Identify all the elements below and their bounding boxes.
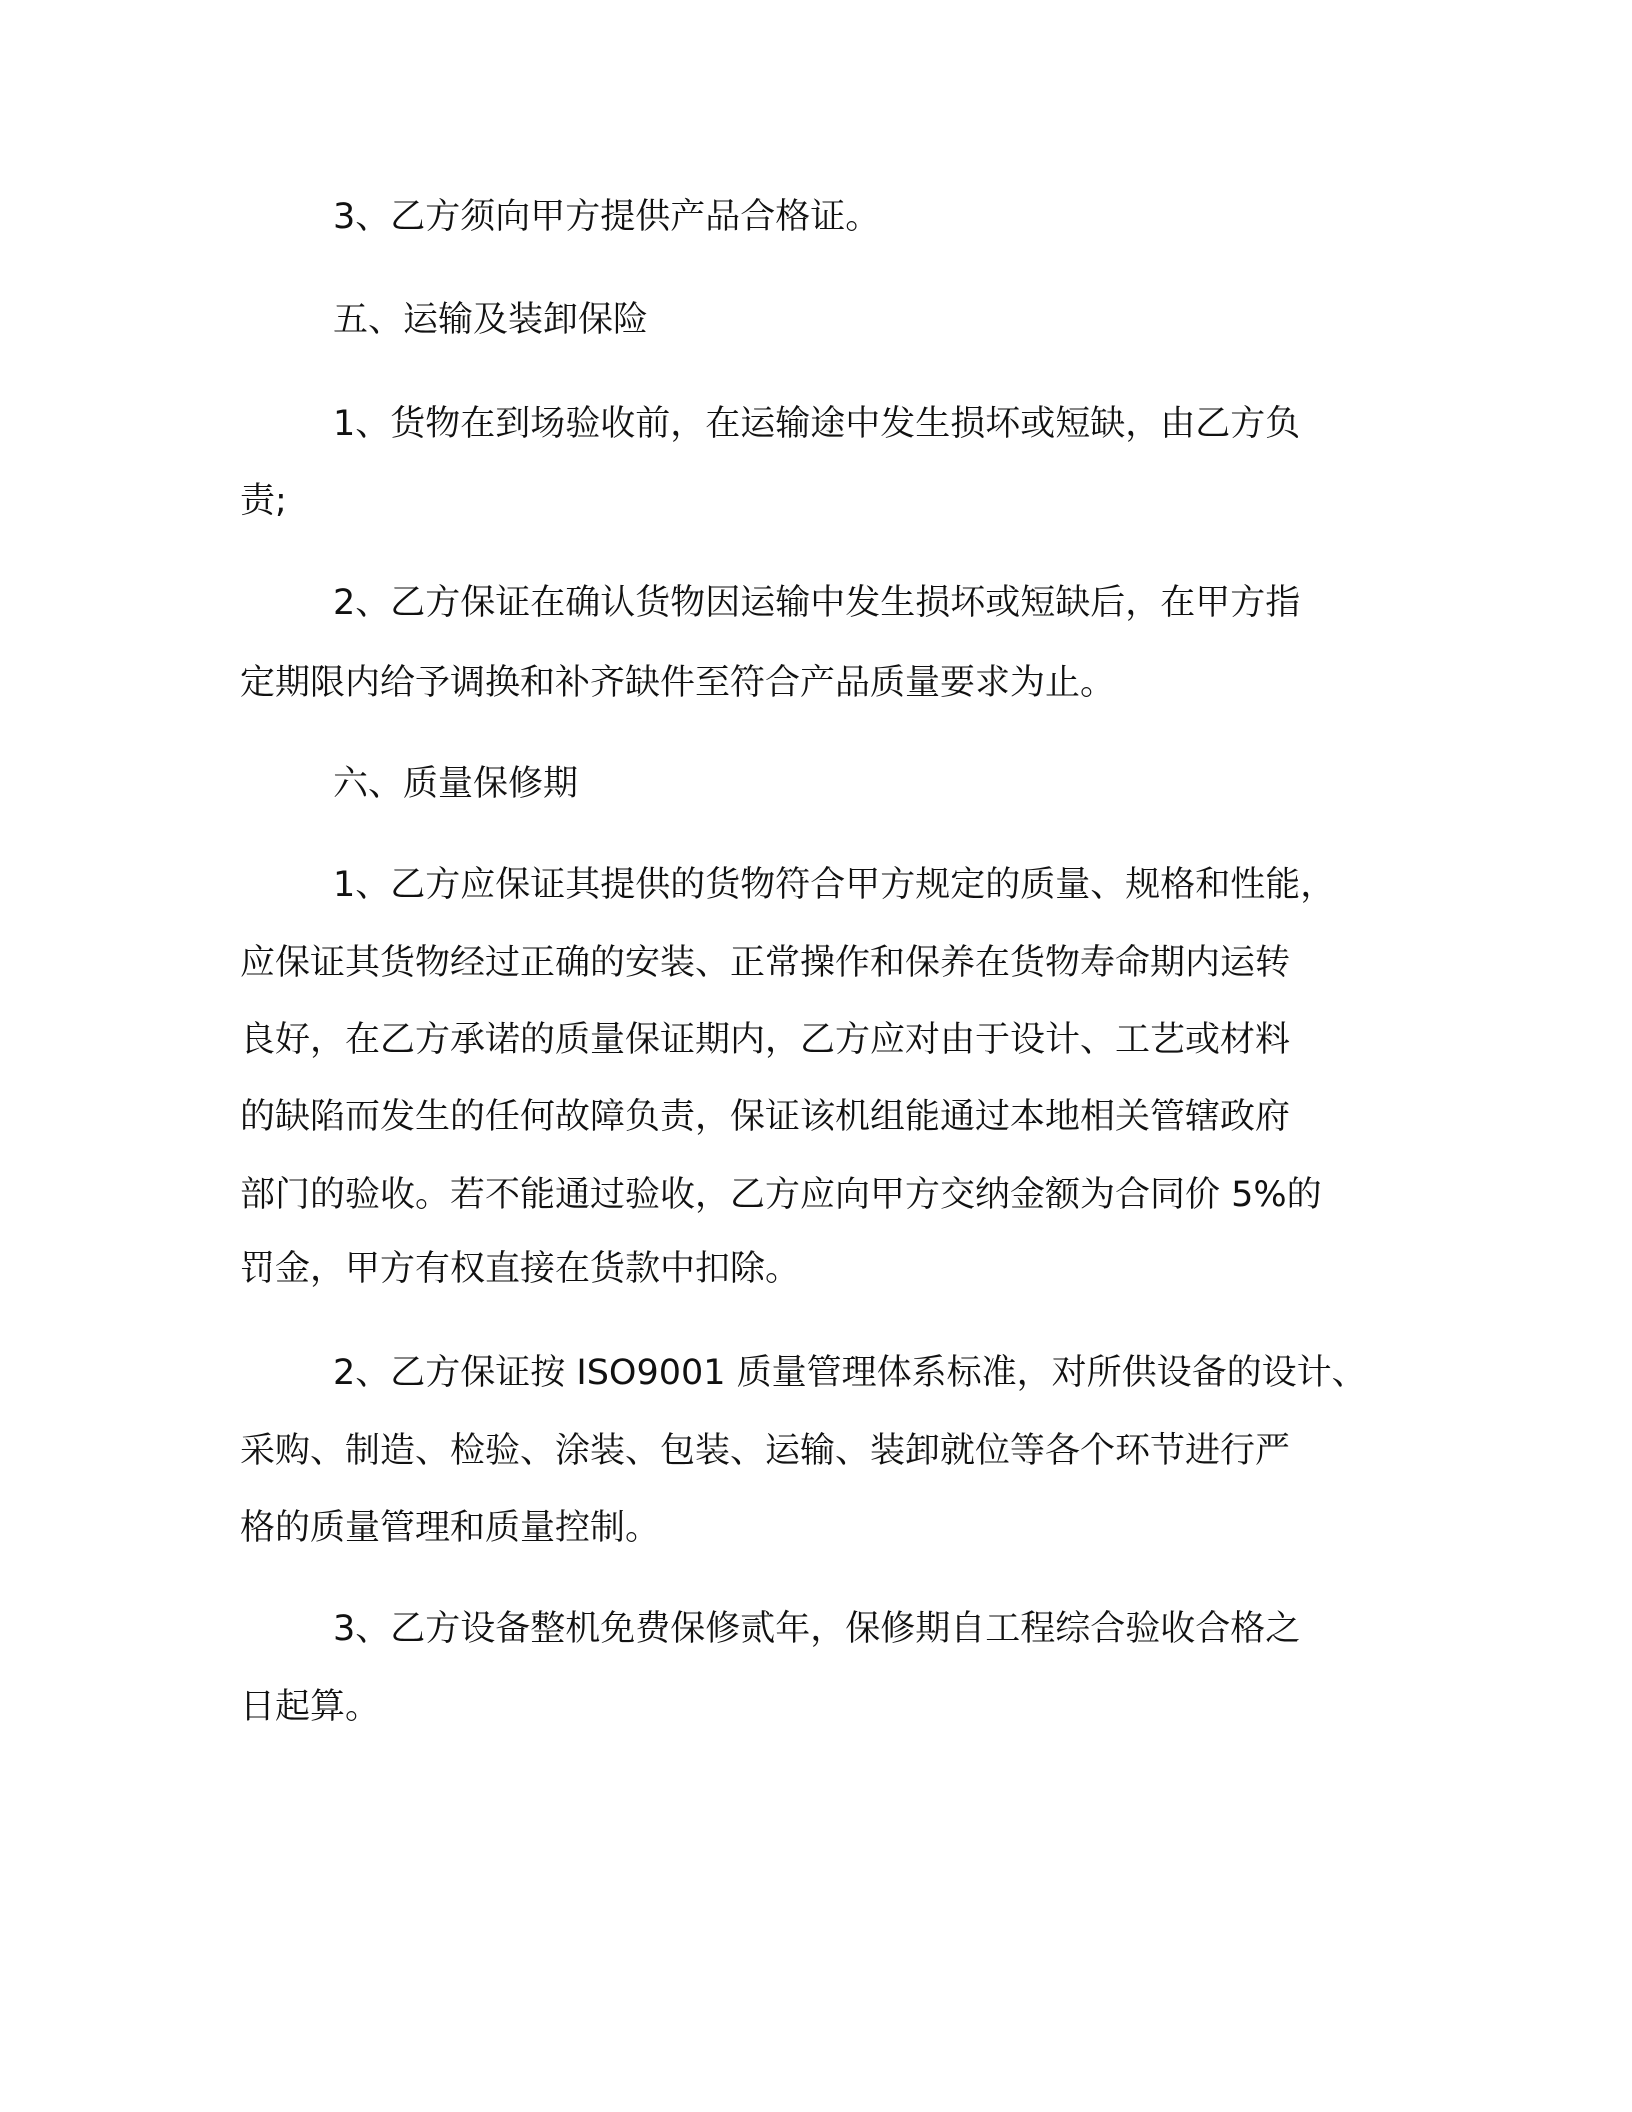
paragraph-line: 3、乙方设备整机免费保修贰年，保修期自工程综合验收合格之	[333, 1609, 1301, 1649]
paragraph-line: 2、乙方保证在确认货物因运输中发生损坏或短缺后，在甲方指	[333, 583, 1301, 623]
paragraph-line: 1、货物在到场验收前，在运输途中发生损坏或短缺，由乙方负	[333, 404, 1301, 444]
paragraph-line: 的缺陷而发生的任何故障负责，保证该机组能通过本地相关管辖政府	[240, 1097, 1291, 1137]
paragraph-line: 采购、制造、检验、涂装、包装、运输、装卸就位等各个环节进行严	[240, 1431, 1291, 1471]
paragraph-line: 1、乙方应保证其提供的货物符合甲方规定的质量、规格和性能，	[333, 865, 1336, 905]
paragraph-line: 部门的验收。若不能通过验收，乙方应向甲方交纳金额为合同价 5%的	[240, 1175, 1322, 1215]
paragraph-line: 格的质量管理和质量控制。	[240, 1508, 661, 1548]
paragraph-line: 日起算。	[240, 1687, 381, 1727]
paragraph-line: 良好，在乙方承诺的质量保证期内，乙方应对由于设计、工艺或材料	[240, 1020, 1291, 1060]
paragraph-line: 应保证其货物经过正确的安装、正常操作和保养在货物寿命期内运转	[240, 943, 1291, 983]
paragraph-line: 3、乙方须向甲方提供产品合格证。	[333, 197, 881, 237]
section-heading: 五、运输及装卸保险	[333, 300, 649, 340]
paragraph-line: 定期限内给予调换和补齐缺件至符合产品质量要求为止。	[240, 663, 1116, 703]
paragraph-line: 罚金，甲方有权直接在货款中扣除。	[240, 1249, 801, 1289]
paragraph-line: 责;	[240, 481, 287, 521]
section-heading: 六、质量保修期	[333, 764, 579, 804]
paragraph-line: 2、乙方保证按 ISO9001 质量管理体系标准，对所供设备的设计、	[333, 1353, 1367, 1393]
